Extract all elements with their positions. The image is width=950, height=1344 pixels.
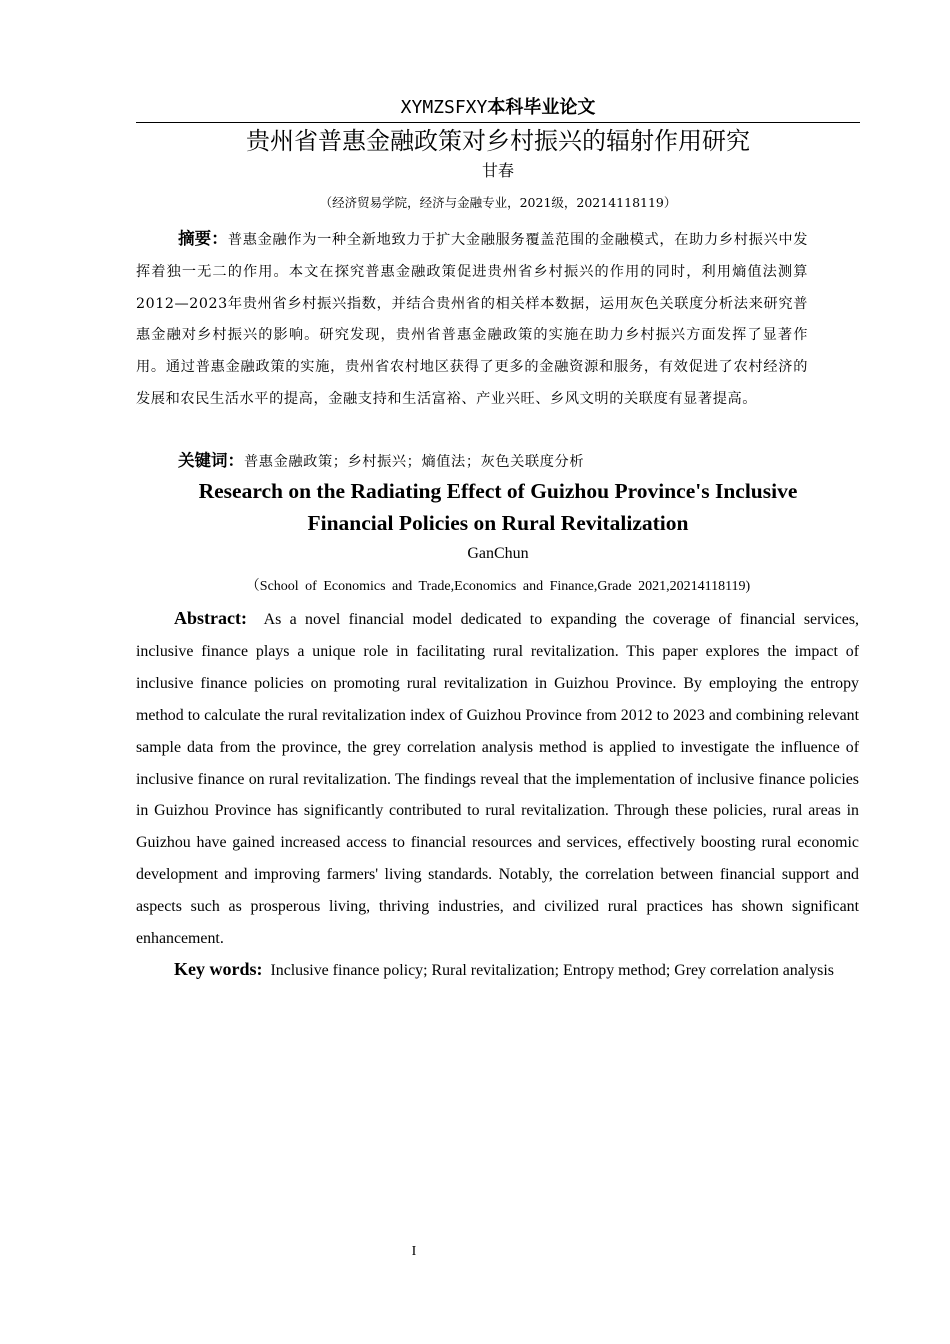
english-abstract-label: Abstract: [174, 608, 247, 628]
english-keywords [136, 954, 859, 987]
header-thesis-label: 本科毕业论文 [487, 97, 596, 118]
english-abstract-text: As a novel financial model dedicated to expanding the coverage of financial services, inclusive finance plays a unique role in facilitating rural revitalization. This paper explores the impact of inclusive finance policies on promoting rural revitalization in Guizhou Province. By employing the entropy method to calculate the rural revitalization index of Guizhou Province from 2012 to 2023 and combining relevant sample data from the province, the grey correlation analysis method is applied to investigate the influence of inclusive finance on rural revitalization. The findings reveal that the implementation of inclusive finance policies in Guizhou Province has significantly contributed to rural revitalization. Through these policies, rural areas in Guizhou have gained increased access to financial resources and services, effectively boosting rural economic development and improving farmers' living standards. Notably, the correlation between financial support and aspects such as prosperous living, thriving industries, and civilized rural practices has shown significant enhancement. [136, 611, 859, 948]
chinese-abstract-text: 普惠金融作为一种全新地致力于扩大金融服务覆盖范围的金融模式，在助力乡村振兴中发挥着独一无二的作用。本文在探究普惠金融政策促进贵州省乡村振兴的作用的同时，利用熵值法测算2012—2023年贵州省乡村振兴指数，并结合贵州省的相关样本数据，运用灰色关联度分析法来研究普惠金融对乡村振兴的影响。研究发现，贵州省普惠金融政策的实施在助力乡村振兴方面发挥了显著作用。通过普惠金融政策的实施，贵州省农村地区获得了更多的金融资源和服务，有效促进了农村经济的发展和农民生活水平的提高，金融支持和生活富裕、产业兴旺、乡风文明的关联度有显著提高。 [136, 232, 809, 407]
english-title-line-1: Research on the Radiating Effect of Guizhou Province's Inclusive [198, 479, 798, 503]
header-code: XYMZSFXY [400, 97, 488, 118]
english-keywords-text: Inclusive finance policy; Rural revitalization; Entropy method; Grey correlation analysis [270, 962, 834, 979]
english-affiliation: （School of Economics and Trade,Economics and Finance,Grade 2021,20214118119) [245, 579, 751, 594]
english-author: GanChun [467, 545, 529, 562]
english-abstract [136, 603, 859, 955]
page-number: I [411, 1244, 417, 1259]
chinese-keywords-text: 普惠金融政策；乡村振兴；熵值法；灰色关联度分析 [244, 454, 585, 470]
english-keywords-label: Key words: [174, 959, 263, 979]
header-rule [136, 122, 860, 123]
chinese-affiliation: （经济贸易学院，经济与金融专业，2021级，20214118119） [319, 195, 677, 210]
english-title [136, 475, 860, 539]
running-header [136, 94, 860, 121]
chinese-author: 甘春 [481, 161, 514, 180]
chinese-keywords-label: 关键词： [178, 451, 244, 470]
chinese-abstract [136, 223, 808, 416]
english-title-line-2: Financial Policies on Rural Revitalization [307, 511, 689, 535]
chinese-title: 贵州省普惠金融政策对乡村振兴的辐射作用研究 [246, 127, 750, 155]
chinese-abstract-label: 摘要： [178, 229, 228, 248]
chinese-keywords [136, 446, 860, 477]
